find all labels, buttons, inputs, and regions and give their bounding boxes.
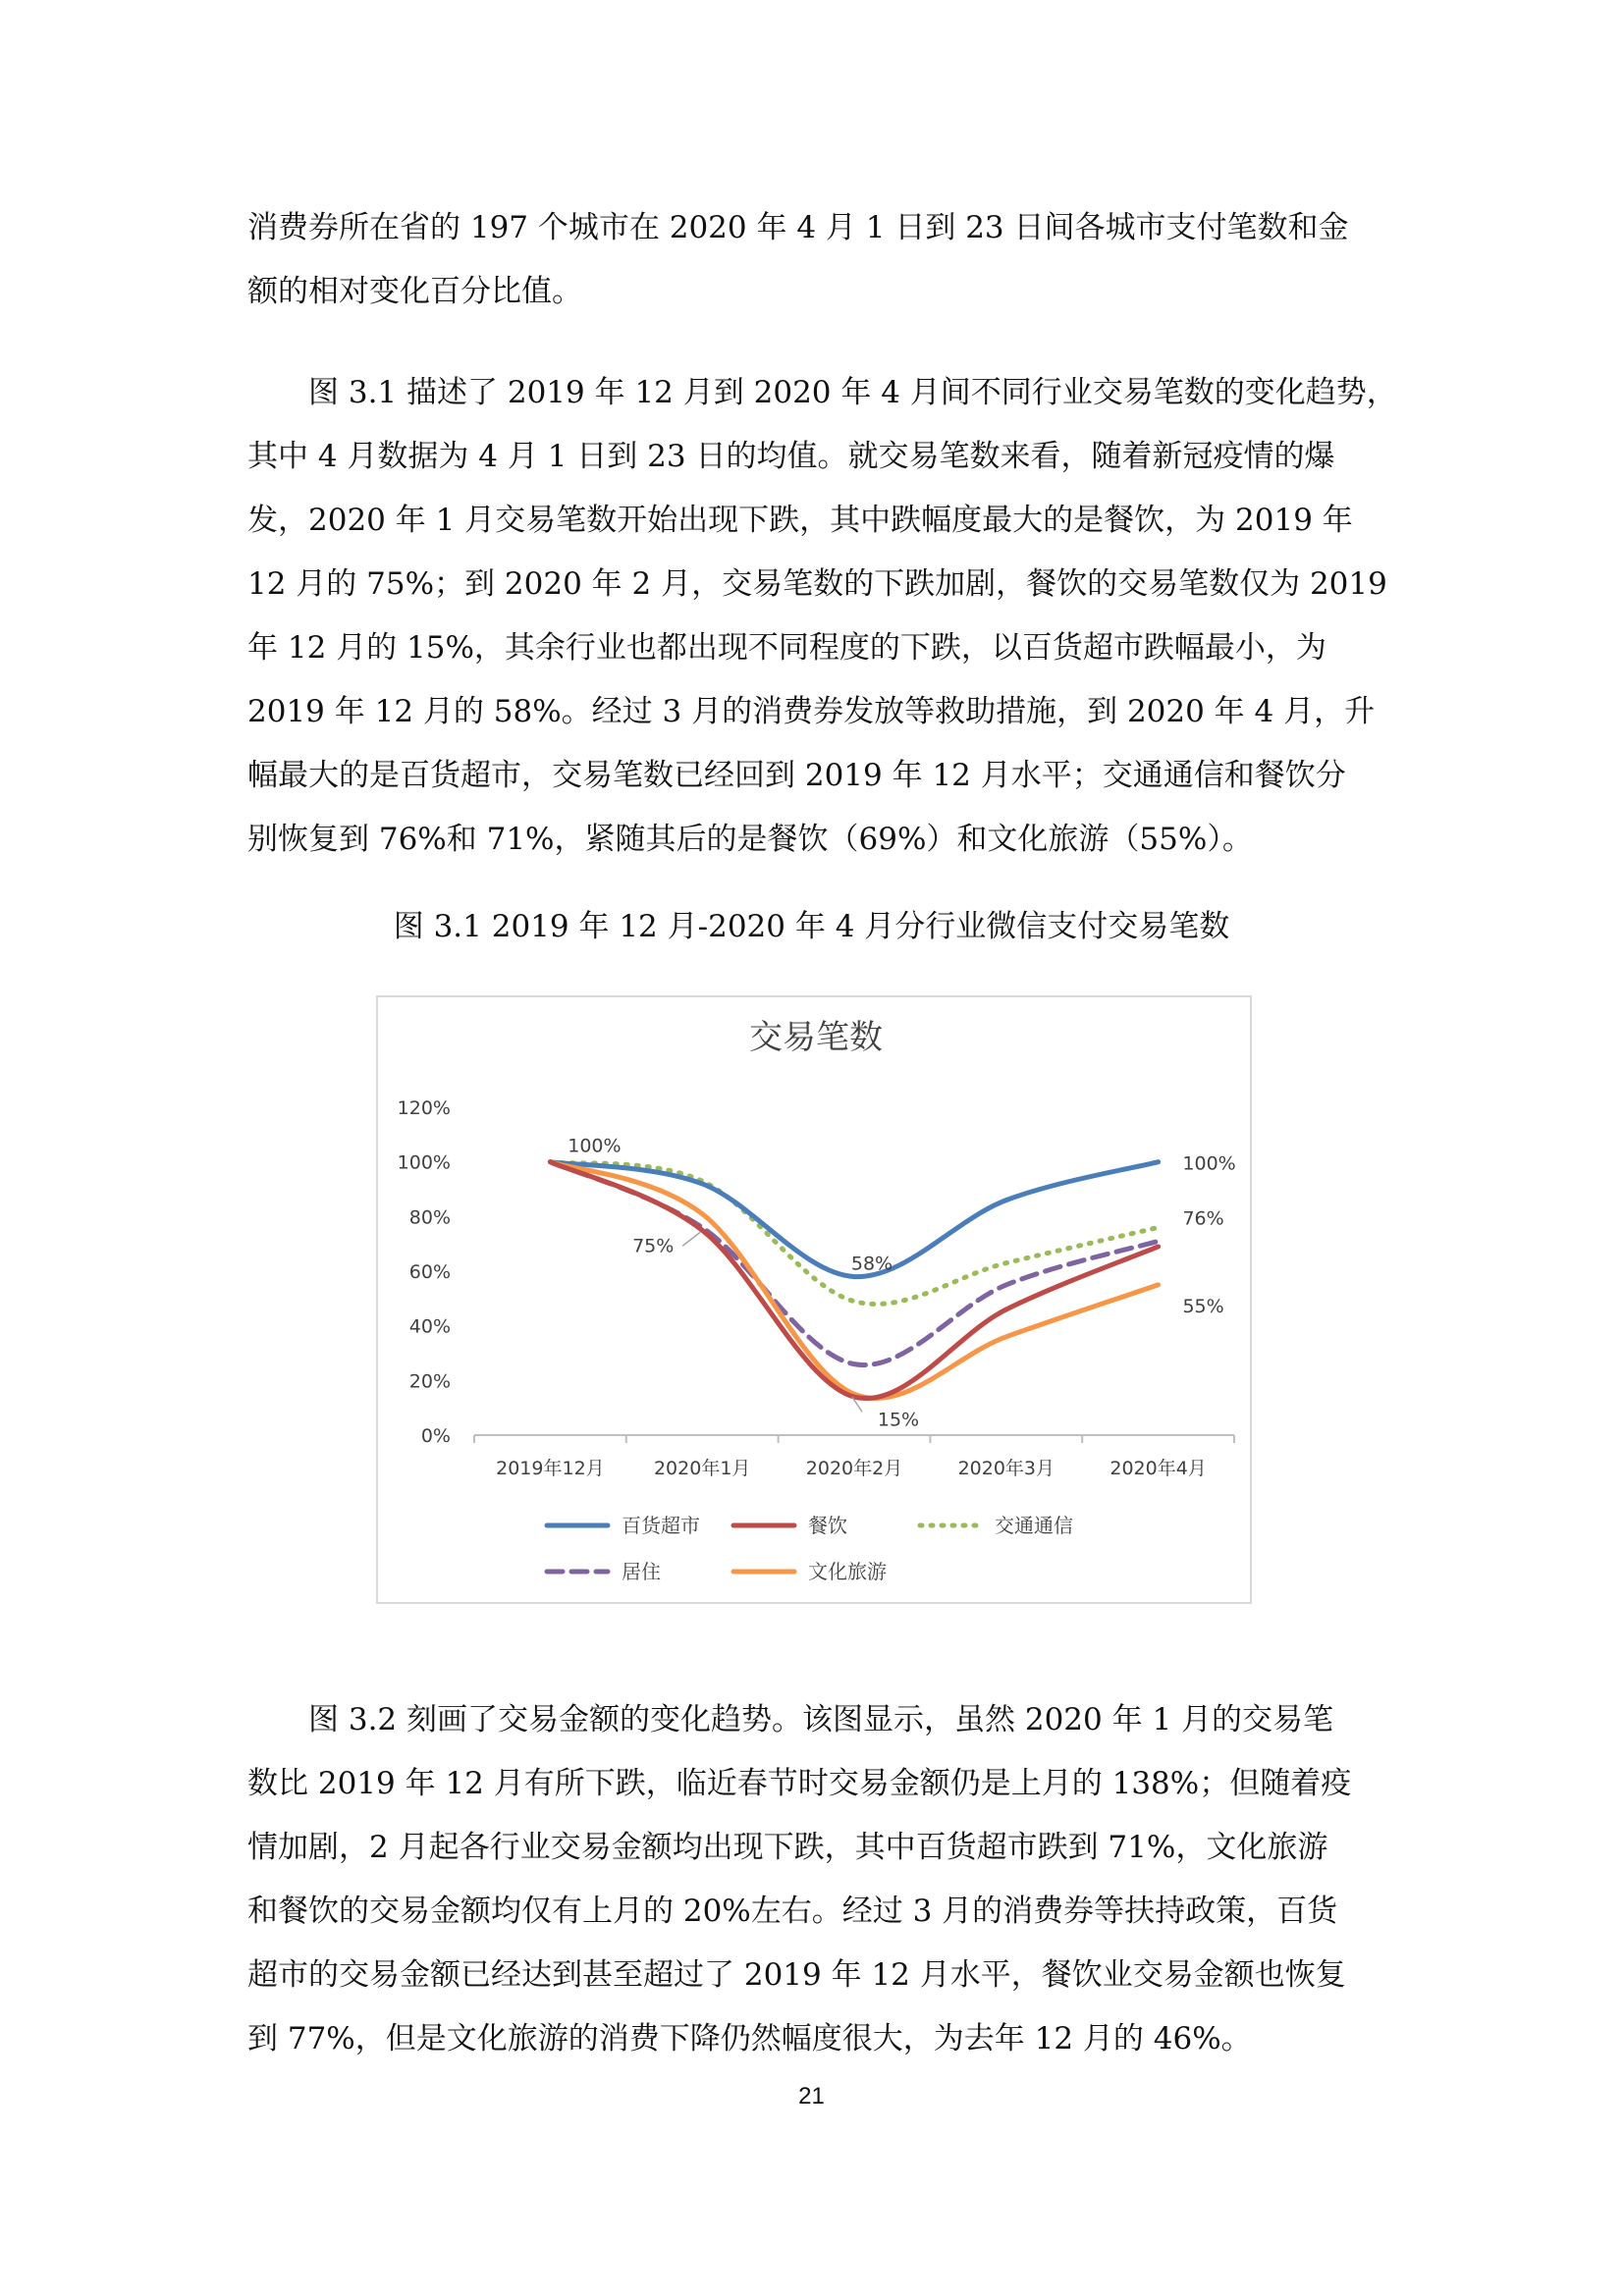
legend-label: 百货超市 <box>622 1514 700 1537</box>
text-line: 别恢复到 76%和 71%，紧随其后的是餐饮（69%）和文化旅游（55%）。 <box>247 822 1253 857</box>
legend-label: 餐饮 <box>808 1514 847 1537</box>
text-line: 图 3.1 描述了 2019 年 12 月到 2020 年 4 月间不同行业交易笔数的变化趋势， <box>247 375 1397 410</box>
text-line: 图 3.2 刻画了交易金额的变化趋势。该图显示，虽然 2020 年 1 月的交易笔 <box>247 1702 1334 1737</box>
x-tick-label: 2020年1月 <box>653 1458 751 1479</box>
text-line: 幅最大的是百货超市，交易笔数已经回到 2019 年 12 月水平；交通通信和餐饮分 <box>247 758 1346 793</box>
y-tick-label: 0% <box>420 1425 451 1447</box>
y-tick-label: 60% <box>408 1261 451 1283</box>
chart-container <box>376 995 1252 1604</box>
amount-trend-paragraph <box>247 1688 1384 2071</box>
line-chart <box>378 997 1254 1606</box>
x-tick-label: 2020年2月 <box>805 1458 903 1479</box>
data-label: 15% <box>877 1409 920 1431</box>
data-label: 100% <box>1182 1152 1236 1175</box>
text-line: 发，2020 年 1 月交易笔数开始出现下跌，其中跌幅度最大的是餐饮，为 2019 年 <box>247 503 1353 538</box>
y-tick-label: 100% <box>397 1151 451 1174</box>
text-line: 消费券所在省的 197 个城市在 2020 年 4 月 1 日到 23 日间各城市支付笔数和金 <box>247 210 1349 245</box>
text-line: 12 月的 75%；到 2020 年 2 月，交易笔数的下跌加剧，餐饮的交易笔数仅为 2019 <box>247 566 1387 602</box>
text-line: 额的相对变化百分比值。 <box>247 274 582 309</box>
y-tick-label: 120% <box>397 1097 451 1119</box>
figure-caption: 图 3.1 2019 年 12 月-2020 年 4 月分行业微信支付交易笔数 <box>393 909 1230 944</box>
text-line: 到 77%，但是文化旅游的消费下降仍然幅度很大，为去年 12 月的 46%。 <box>247 2021 1252 2056</box>
text-line: 情加剧，2 月起各行业交易金额均出现下跌，其中百货超市跌到 71%，文化旅游 <box>247 1830 1328 1865</box>
chart-title: 交易笔数 <box>749 1018 883 1057</box>
x-tick-label: 2020年3月 <box>957 1458 1055 1479</box>
x-tick-label: 2020年4月 <box>1109 1458 1207 1479</box>
text-line: 数比 2019 年 12 月有所下跌，临近春节时交易金额仍是上月的 138%；但随着疫 <box>247 1766 1352 1801</box>
intro-paragraph <box>247 196 1384 324</box>
page-number: 21 <box>798 2083 825 2109</box>
data-label: 55% <box>1182 1295 1224 1317</box>
x-tick-label: 2019年12月 <box>496 1458 605 1479</box>
text-line: 和餐饮的交易金额均仅有上月的 20%左右。经过 3 月的消费券等扶持政策，百货 <box>247 1894 1338 1929</box>
data-label: 58% <box>850 1253 893 1275</box>
figure-description-paragraph <box>247 361 1397 872</box>
text-line: 年 12 月的 15%，其余行业也都出现不同程度的下跌，以百货超市跌幅最小，为 <box>247 630 1326 666</box>
text-line: 2019 年 12 月的 58%。经过 3 月的消费券发放等救助措施，到 2020 年 4 月，升 <box>247 694 1376 729</box>
data-label: 76% <box>1182 1207 1224 1230</box>
y-tick-label: 40% <box>408 1315 451 1338</box>
legend-label: 文化旅游 <box>808 1560 887 1583</box>
y-tick-label: 80% <box>408 1206 451 1229</box>
data-label: 75% <box>632 1235 675 1257</box>
legend-label: 交通通信 <box>995 1514 1073 1537</box>
annotation-leader <box>682 1232 700 1246</box>
text-line: 其中 4 月数据为 4 月 1 日到 23 日的均值。就交易笔数来看，随着新冠疫情的爆 <box>247 439 1335 474</box>
y-tick-label: 20% <box>408 1370 451 1393</box>
text-line: 超市的交易金额已经达到甚至超过了 2019 年 12 月水平，餐饮业交易金额也恢复 <box>247 1957 1346 1993</box>
data-label: 100% <box>568 1135 622 1157</box>
legend-label: 居住 <box>622 1560 661 1583</box>
